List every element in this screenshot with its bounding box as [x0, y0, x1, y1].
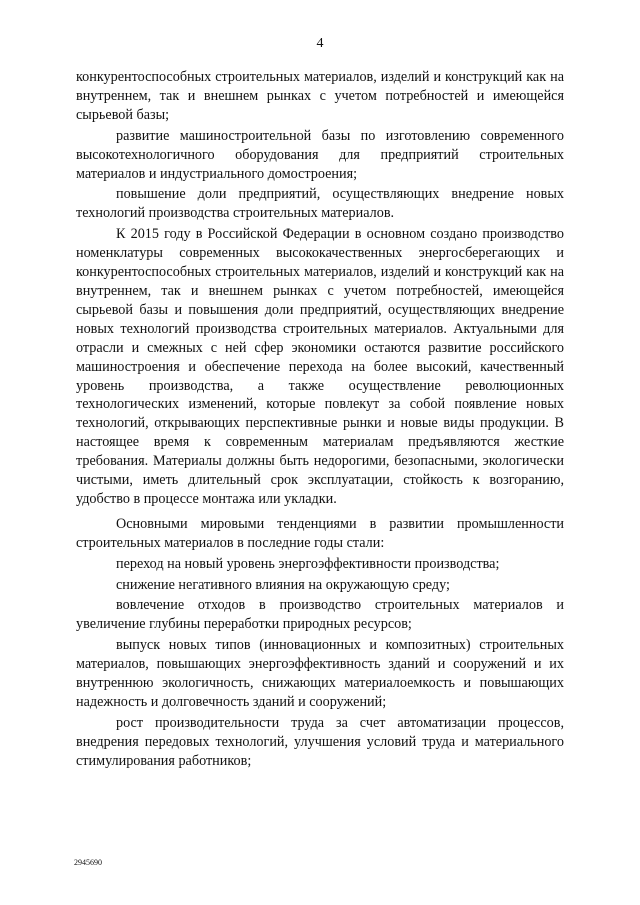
paragraph-7: снижение негативного влияния на окружающую среду; — [116, 576, 450, 593]
document-id: 2945690 — [74, 858, 102, 867]
paragraph-8: вовлечение отходов в производство строительных материалов и увеличение глубины переработки природных ресурсов; — [76, 597, 564, 633]
paragraph-4: К 2015 году в Российской Федерации в основном создано производство номенклатуры современных высококачественных энергосберегающих и конкурентоспособных строительных материалов, изделий и конструкций как на внутреннем, так и внешнем рынках с учетом потребностей, имеющейся сырьевой базы и повышения доли предприятий, осуществляющих внедрение новых технологий производства строительных материалов. Актуальными для отрасли и смежных с ней сфер экономики остаются развитие российского машиностроения и обеспечение перехода на более высокий, качественный уровень производства, а также осуществление революционных технологических изменений, которые повлекут за собой появление новых технологий, открывающих перспективные рынки и новые виды продукции. В настоящее время к современным материалам предъявляются жесткие требования. Материалы должны быть недорогими, безопасными, экологически чистыми, иметь длительный срок эксплуатации, стойкость к возгоранию, удобство в процессе монтажа или укладки. — [76, 226, 564, 507]
document-body — [76, 68, 564, 773]
paragraph-2: развитие машиностроительной базы по изготовлению современного высокотехнологичного оборудования для предприятий строительных материалов и индустриального домостроения; — [76, 127, 564, 182]
paragraph-1: конкурентоспособных строительных материалов, изделий и конструкций как на внутреннем, так и внешнем рынках с учетом потребностей и имеющейся сырьевой базы; — [76, 69, 564, 123]
paragraph-3: повышение доли предприятий, осуществляющих внедрение новых технологий производства строительных материалов. — [76, 186, 564, 222]
page-number: 4 — [316, 36, 324, 51]
paragraph-6: переход на новый уровень энергоэффективности производства; — [116, 555, 500, 572]
paragraph-10: рост производительности труда за счет автоматизации процессов, внедрения передовых технологий, улучшения условий труда и материального стимулирования работников; — [76, 714, 564, 769]
paragraph-9: выпуск новых типов (инновационных и композитных) строительных материалов, повышающих энергоэффективность зданий и сооружений и их внутреннюю экологичность, снижающих материалоемкость и повышающих надежность и долговечность зданий и сооружений; — [76, 637, 564, 710]
paragraph-5: Основными мировыми тенденциями в развитии промышленности строительных материалов в последние годы стали: — [76, 515, 564, 551]
